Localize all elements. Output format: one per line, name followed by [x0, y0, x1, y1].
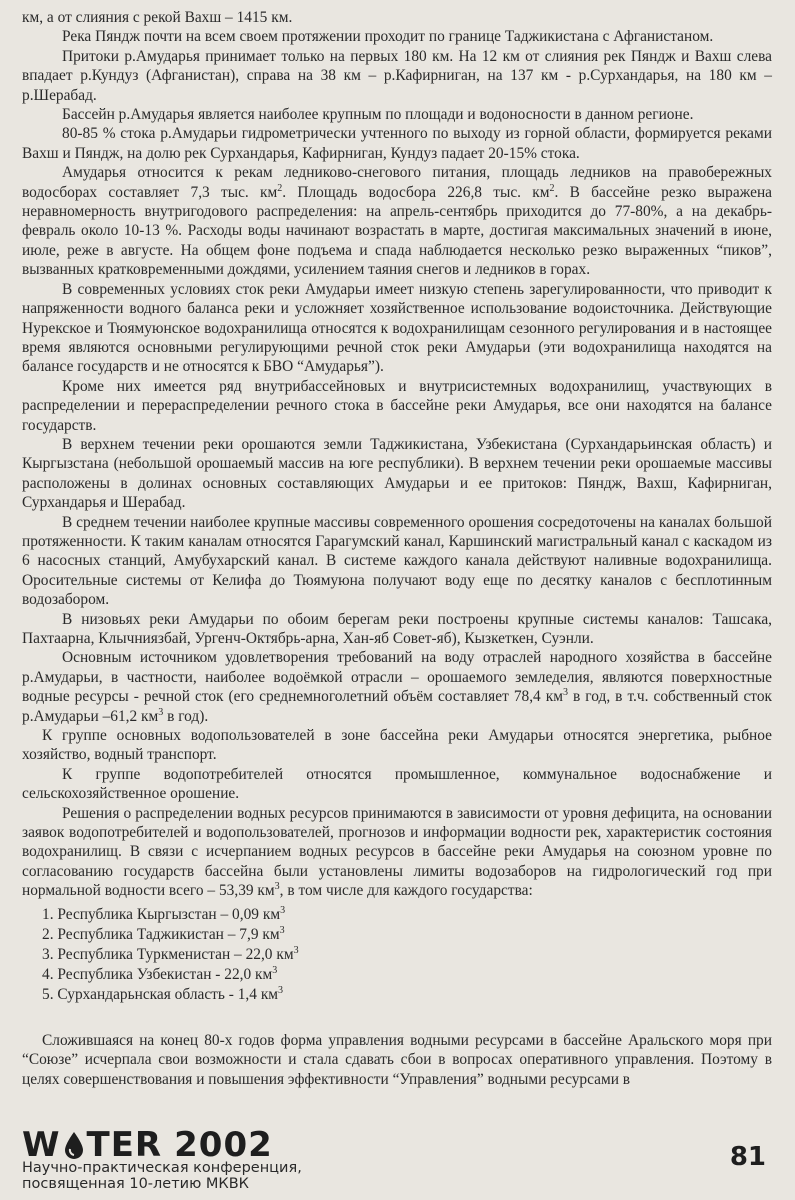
paragraph: Кроме них имеется ряд внутрибассейновых и внутрисистемных водохранилищ, участвующих в распределении и перераспределении речного стока в бассейне реки Амударья, все они находятся на балансе государств. — [22, 377, 772, 434]
list-text: Республика Узбекистан - 22,0 км — [57, 965, 273, 983]
spacer — [22, 1005, 772, 1031]
paragraph: Бассейн р.Амударья является наиболее крупным по площади и водоносности в данном регионе. — [62, 106, 694, 124]
superscript: 2 — [277, 182, 283, 194]
superscript: 3 — [280, 904, 286, 916]
list-text: Республика Таджикистан – 7,9 км — [57, 925, 280, 943]
list-text: Сурхандарьнская область - 1,4 км — [57, 985, 279, 1003]
water-2002-logo — [22, 1125, 273, 1165]
logo-year: 2002 — [174, 1125, 273, 1165]
conference-line: посвященная 10-летию МКВК — [22, 1176, 249, 1192]
paragraph: В низовьях реки Амударьи по обоим берегам реки построены крупные системы каналов: Ташсака, Пахтаарна, Клычниязбай, Ургенч-Октябрь-арна, Хан-яб Совет-яб), Кызкеткен, Суэнли. — [22, 610, 772, 647]
conference-caption — [22, 1160, 302, 1192]
text-run: , в том числе для каждого государства: — [279, 882, 533, 900]
text-run: Основным источником удовлетворения требований на воду отраслей народного хозяйства в бассейне р.Амударьи, в частности, наиболее водоёмкой отрасли – орошаемого земледелия, являются поверхностные водные ресурсы - речной сток (его среднемноголетний объём составляет 78,4 км — [22, 649, 772, 706]
superscript: 3 — [279, 924, 285, 936]
page-number: 81 — [729, 1142, 766, 1172]
text-run: в год). — [163, 707, 209, 725]
paragraph: В современных условиях сток реки Амударьи имеет низкую степень зарегулированности, что приводит к напряженности водного баланса реки и усложняет хозяйственное использование водоисточника. Действующие Нурекское и Тюямуюнское водохранилища относятся к водохранилищам сезонного регулирования и в настоящее время являются основными регулирующими речной сток реки Амударьи (эти водохранилища находятся на балансе государств и не относятся к БВО “Амударья”). — [22, 280, 772, 376]
superscript: 3 — [563, 687, 568, 699]
text-run: . Площадь водосбора 226,8 тыс. км — [282, 183, 550, 201]
paragraph: 80-85 % стока р.Амударьи гидрометрически учтенного по выходу из горной области, формируется реками Вахш и Пяндж, на долю рек Сурхандарья, Кафирниган, Кундуз падает 20-15% стока. — [22, 125, 772, 162]
superscript: 3 — [158, 706, 164, 718]
text-run: . В бассейне резко выражена неравномерность внутригодового распределения: на апрель-сентябрь приходится до 77-80%, а на декабрь-февраль около 10-13 %. Расходы воды начинают возрастать в марте, достигая максимальных значений в июне, июле, реже в августе. На общем фоне подъема и спада наблюдается несколько резко выраженных “пиков”, вызванных кратковременными дождями, усилением таяния снегов и ледников в горах. — [22, 183, 773, 279]
text-run: Решения о распределении водных ресурсов принимаются в зависимости от уровня дефицита, на основании заявок водопотребителей и водопользователей, прогнозов и информации водности рек, характеристик состояния водохранилищ. В связи с исчерпанием водных ресурсов в бассейне реки Амударья на союзном уровне по согласованию государств бассейна были установлены лимиты водозаборов на гидрологический год при нормальной водности всего – 53,39 км — [22, 804, 772, 900]
list-item — [42, 905, 772, 925]
list-number: 1. — [42, 905, 54, 923]
list-item — [42, 985, 772, 1005]
limits-list — [22, 905, 772, 1005]
text-run: в год, в т.ч. собственный сток р.Амударьи –61,2 км — [22, 688, 773, 725]
water-drop-icon — [62, 1130, 86, 1160]
paragraph — [22, 804, 772, 901]
list-text: Республика Туркменистан – 22,0 км — [57, 945, 294, 963]
list-number: 2. — [42, 925, 54, 943]
conference-line: Научно-практическая конференция, — [22, 1160, 302, 1176]
paragraph: Притоки р.Амударья принимает только на первых 180 км. На 12 км от слияния рек Пяндж и Вахш слева впадает р.Кундуз (Афганистан), справа на 38 км – р.Кафирниган, на 137 км - р.Сурхандарья, на 180 км – р.Шерабад. — [22, 47, 772, 104]
paragraph: Река Пяндж почти на всем своем протяжении проходит по границе Таджикистана с Афганистаном. — [62, 28, 714, 46]
paragraph: В среднем течении наиболее крупные массивы современного орошения сосредоточены на каналах большой протяженности. К таким каналам относятся Гарагумский канал, Каршинский магистральный канал с каскадом из 6 насосных станций, Амубухарский канал. В системе каждого канала действуют наливные водохранилища. Оросительные системы от Келифа до Тюямуюна получают воду еще по десятку каналов с бесплотинным водозабором. — [22, 513, 772, 609]
body-text — [22, 8, 772, 1089]
paragraph — [22, 163, 772, 279]
superscript: 2 — [549, 182, 555, 194]
list-number: 3. — [42, 945, 54, 963]
paragraph: К группе основных водопользователей в зоне бассейна реки Амударьи относятся энергетика, рыбное хозяйство, водный транспорт. — [22, 727, 772, 764]
superscript: 3 — [278, 984, 284, 996]
paragraph — [22, 648, 772, 726]
text-run: Амударья относится к рекам ледниково-снегового питания, площадь ледников на правобережных водосборах составляет 7,3 тыс. км — [22, 164, 772, 201]
list-number: 5. — [42, 985, 54, 1003]
page-footer — [22, 1125, 772, 1194]
paragraph: км, а от слияния с рекой Вахш – 1415 км. — [22, 9, 293, 26]
list-item — [42, 945, 772, 965]
superscript: 3 — [274, 881, 280, 893]
paragraph: К группе водопотребителей относятся промышленное, коммунальное водоснабжение и сельскохозяйственное орошение. — [22, 765, 772, 803]
list-item — [42, 965, 772, 985]
list-text: Республика Кыргызстан – 0,09 км — [57, 905, 281, 923]
logo-w: W — [22, 1125, 61, 1165]
list-item — [42, 925, 772, 945]
logo-ter: TER — [86, 1125, 163, 1165]
superscript: 3 — [272, 964, 278, 976]
list-number: 4. — [42, 965, 54, 983]
superscript: 3 — [293, 944, 299, 956]
paragraph: В верхнем течении реки орошаются земли Таджикистана, Узбекистана (Сурхандарьинская область) и Кыргызстана (небольшой орошаемый массив на юге республики). В верхнем течении реки орошаемые массивы расположены в долинах основных составляющих Амударьи и ее притоков: Пяндж, Вахш, Кафирниган, Сурхандарья и Шерабад. — [22, 435, 772, 512]
paragraph: Сложившаяся на конец 80-х годов форма управления водными ресурсами в бассейне Аральского моря при “Союзе” исчерпала свои возможности и стала сдавать сбои в вопросах оперативного управления. Поэтому в целях совершенствования и повышения эффективности “Управления” водными ресурсами в — [22, 1031, 772, 1088]
